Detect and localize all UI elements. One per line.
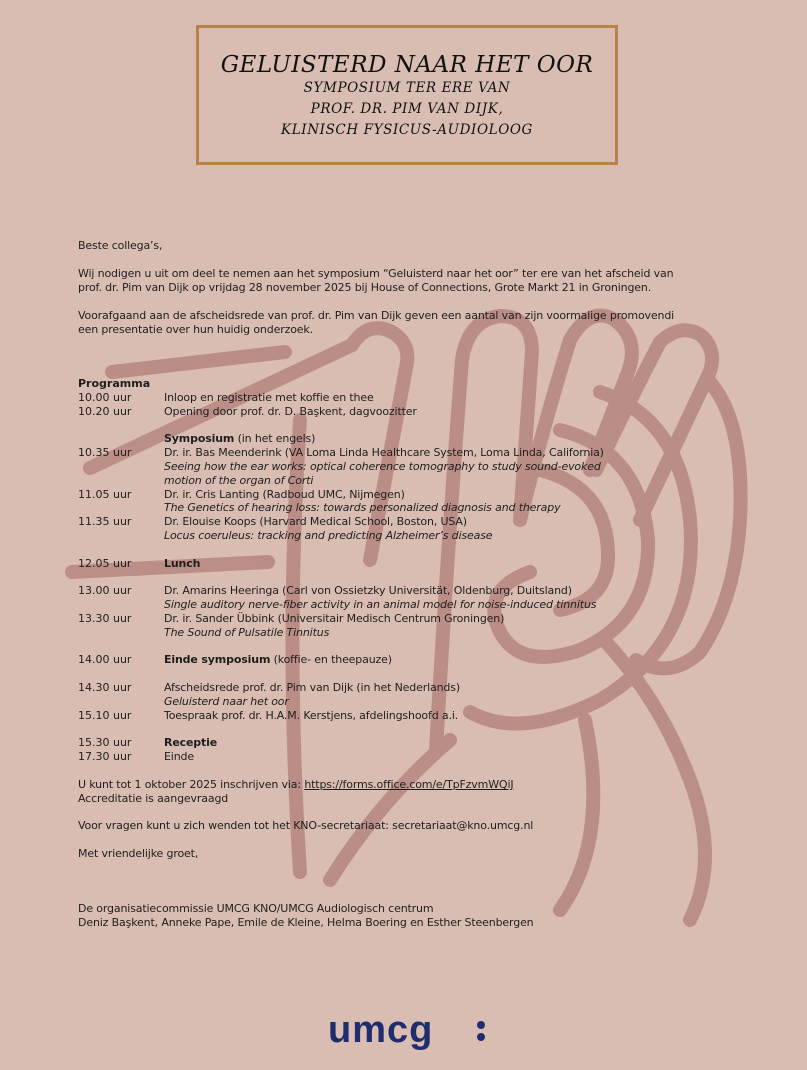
intro-p2-line2: een presentatie over hun huidig onderzoek. bbox=[78, 323, 313, 336]
item-lunch: Lunch bbox=[164, 557, 201, 570]
talk-4-title: Single auditory nerve-fiber activity in an animal model for noise-induced tinnitus bbox=[164, 598, 597, 611]
registration-text: U kunt tot 1 oktober 2025 inschrijven via: bbox=[78, 778, 305, 791]
organizers-line2: Deniz Başkent, Anneke Pape, Emile de Kleine, Helma Boering en Esther Steenbergen bbox=[78, 916, 534, 929]
time-talk-4: 13.00 uur bbox=[78, 584, 132, 597]
greeting: Beste collega’s, bbox=[78, 239, 163, 252]
programme-heading: Programma bbox=[78, 377, 151, 390]
item-opening: Opening door prof. dr. D. Başkent, dagvoozitter bbox=[164, 405, 417, 418]
talk-1-title-line2: motion of the organ of Corti bbox=[164, 474, 314, 487]
end-symposium-label: Einde symposium bbox=[164, 653, 271, 666]
time-talk-3: 11.35 uur bbox=[78, 515, 132, 528]
talk-1-speaker: Dr. ir. Bas Meenderink (VA Loma Linda Healthcare System, Loma Linda, California) bbox=[164, 446, 604, 459]
time-end-symposium: 14.00 uur bbox=[78, 653, 132, 666]
talk-5-title: The Sound of Pulsatile Tinnitus bbox=[164, 626, 330, 639]
time-opening: 10.20 uur bbox=[78, 405, 132, 418]
talk-3-title: Locus coeruleus: tracking and predicting Alzheimer’s disease bbox=[164, 529, 493, 542]
registration-link[interactable]: https://forms.office.com/e/TpFzvmWQiJ bbox=[304, 778, 514, 791]
intro-p2-line1: Voorafgaand aan de afscheidsrede van prof. dr. Pim van Dijk geven een aantal van zijn voormalige promovendi bbox=[78, 309, 675, 322]
talk-5-speaker: Dr. ir. Sander Übbink (Universitair Medisch Centrum Groningen) bbox=[164, 612, 505, 625]
address: Toespraak prof. dr. H.A.M. Kerstjens, afdelingshoofd a.i. bbox=[164, 709, 459, 722]
end-symposium bbox=[164, 653, 392, 666]
symposium-heading bbox=[164, 432, 315, 445]
farewell-speech: Afscheidsrede prof. dr. Pim van Dijk (in het Nederlands) bbox=[164, 681, 460, 694]
organizers-line1: De organisatiecommissie UMCG KNO/UMCG Audiologisch centrum bbox=[78, 902, 434, 915]
umcg-logo-text: umcg bbox=[328, 1010, 434, 1050]
talk-3-speaker: Dr. Elouise Koops (Harvard Medical School, Boston, USA) bbox=[164, 515, 467, 528]
time-lunch: 12.05 uur bbox=[78, 557, 132, 570]
subtitle-line-1: SYMPOSIUM TER ERE VAN bbox=[303, 80, 511, 96]
time-reception: 15.30 uur bbox=[78, 736, 132, 749]
farewell-speech-title: Geluisterd naar het oor bbox=[164, 695, 289, 708]
event-title: GELUISTERD NAAR HET OOR bbox=[220, 52, 594, 78]
registration-line bbox=[78, 778, 513, 791]
time-end: 17.30 uur bbox=[78, 750, 132, 763]
end: Einde bbox=[164, 750, 194, 763]
talk-1-title-line1: Seeing how the ear works: optical coherence tomography to study sound-evoked bbox=[164, 460, 601, 473]
accreditation: Accreditatie is aangevraagd bbox=[78, 792, 229, 805]
closing-greeting: Met vriendelijke groet, bbox=[78, 847, 199, 860]
umcg-logo bbox=[328, 1010, 488, 1050]
subtitle-line-2: PROF. DR. PIM VAN DIJK, bbox=[310, 101, 504, 117]
time-talk-5: 13.30 uur bbox=[78, 612, 132, 625]
title-frame bbox=[196, 25, 618, 165]
time-inloop: 10.00 uur bbox=[78, 391, 132, 404]
intro-p1-line1: Wij nodigen u uit om deel te nemen aan het symposium “Geluisterd naar het oor” ter ere van het afscheid van bbox=[78, 267, 674, 280]
end-symposium-note: (koffie- en theepauze) bbox=[270, 653, 392, 666]
subtitle-line-3: KLINISCH FYSICUS-AUDIOLOOG bbox=[281, 122, 533, 138]
intro-p1-line2: prof. dr. Pim van Dijk op vrijdag 28 november 2025 bij House of Connections, Grote Markt 21 in Groningen. bbox=[78, 281, 652, 294]
time-talk-1: 10.35 uur bbox=[78, 446, 132, 459]
talk-4-speaker: Dr. Amarins Heeringa (Carl von Ossietzky Universität, Oldenburg, Duitsland) bbox=[164, 584, 572, 597]
symposium-label: Symposium bbox=[164, 432, 235, 445]
symposium-note: (in het engels) bbox=[234, 432, 316, 445]
talk-2-speaker: Dr. ir. Cris Lanting (Radboud UMC, Nijmegen) bbox=[164, 488, 405, 501]
time-farewell-speech: 14.30 uur bbox=[78, 681, 132, 694]
reception: Receptie bbox=[164, 736, 218, 749]
time-address: 15.10 uur bbox=[78, 709, 132, 722]
item-inloop: Inloop en registratie met koffie en thee bbox=[164, 391, 374, 404]
questions-contact: Voor vragen kunt u zich wenden tot het KNO-secretariaat: secretariaat@kno.umcg.nl bbox=[78, 819, 534, 832]
talk-2-title: The Genetics of hearing loss: towards personalized diagnosis and therapy bbox=[164, 501, 561, 514]
time-talk-2: 11.05 uur bbox=[78, 488, 132, 501]
